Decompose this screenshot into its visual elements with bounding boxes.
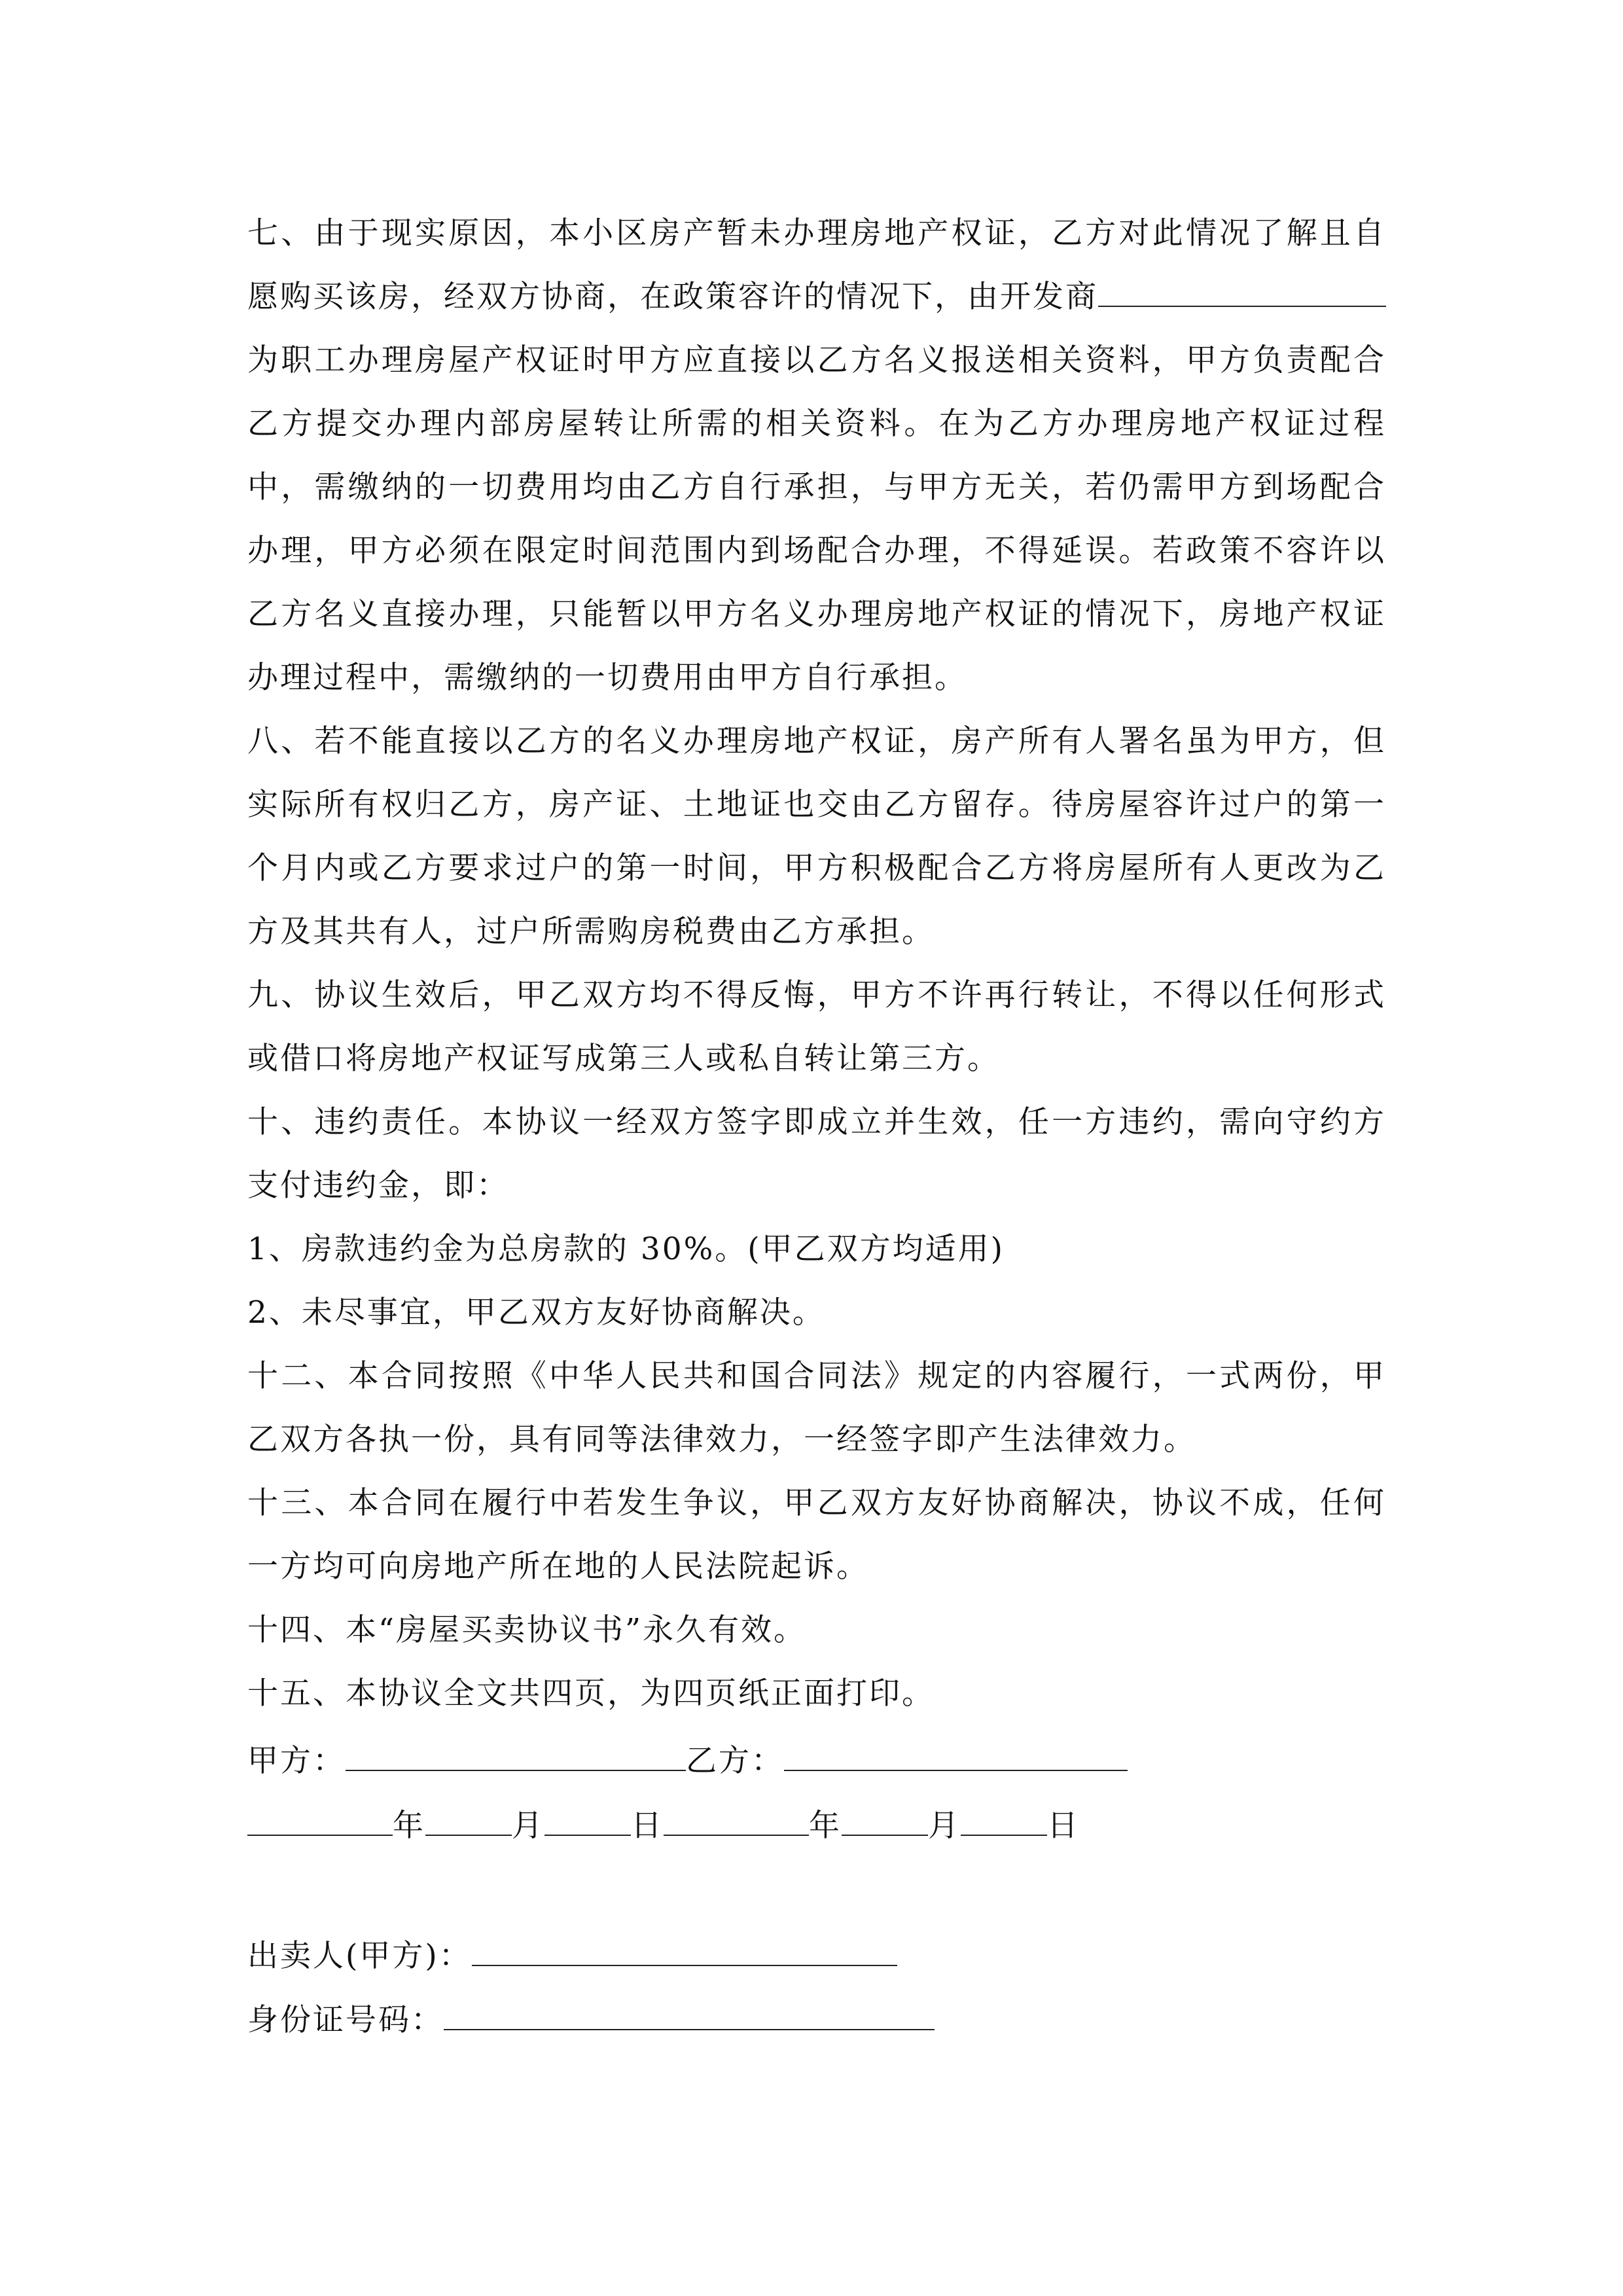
party-a-day-blank[interactable] xyxy=(544,1804,631,1836)
seller-signature-blank[interactable] xyxy=(472,1934,897,1966)
id-number-blank[interactable] xyxy=(444,1998,935,2030)
developer-blank[interactable] xyxy=(1098,275,1386,307)
day-label: 日 xyxy=(1047,1808,1080,1844)
clause-7-text-cont: 为职工办理房屋产权证时甲方应直接以乙方名义报送相关资料，甲方负责配合乙方提交办理内部房屋转让所需的相关资料。在为乙方办理房地产权证过程中，需缴纳的一切费用均由乙方自行承担，与甲方无关，若仍需甲方到场配合办理，甲方必须在限定时间范围内到场配合办理，不得延误。若政策不容许以乙方名义直接办理，只能暂以甲方名义办理房地产权证的情况下，房地产权证办理过程中，需缴纳的一切费用由甲方自行承担。 xyxy=(247,342,1386,696)
party-b-year-blank[interactable] xyxy=(664,1804,809,1836)
party-b-day-blank[interactable] xyxy=(961,1804,1047,1836)
party-b-signature-blank[interactable] xyxy=(784,1739,1128,1771)
party-a-label: 甲方： xyxy=(247,1743,346,1779)
clause-10: 十、违约责任。本协议一经双方签字即成立并生效，任一方违约，需向守约方支付违约金，即： xyxy=(247,1104,1386,1204)
party-a-year-blank[interactable] xyxy=(247,1804,393,1836)
party-a-month-blank[interactable] xyxy=(425,1804,512,1836)
clause-7 xyxy=(247,202,1386,709)
party-a-signature-blank[interactable] xyxy=(346,1739,686,1771)
id-number-label: 身份证号码： xyxy=(247,2002,444,2038)
clause-7-text: 七、由于现实原因，本小区房产暂未办理房地产权证，乙方对此情况了解且自愿购买该房，经双方协商，在政策容许的情况下，由开发商 xyxy=(247,215,1386,315)
clause-13: 十三、本合同在履行中若发生争议，甲乙双方友好协商解决，协议不成，任何一方均可向房地产所在地的人民法院起诉。 xyxy=(247,1485,1386,1585)
seller-row xyxy=(247,1934,897,1976)
clause-15: 十五、本协议全文共四页，为四页纸正面打印。 xyxy=(247,1676,935,1712)
month-label: 月 xyxy=(928,1808,961,1844)
id-number-row xyxy=(247,1998,935,2040)
contract-body xyxy=(247,202,1386,1725)
clause-12: 十二、本合同按照《中华人民共和国合同法》规定的内容履行，一式两份，甲乙双方各执一份，具有同等法律效力，一经签字即产生法律效力。 xyxy=(247,1358,1386,1458)
clause-8: 八、若不能直接以乙方的名义办理房地产权证，房产所有人署名虽为甲方，但实际所有权归乙方，房产证、土地证也交由乙方留存。待房屋容许过户的第一个月内或乙方要求过户的第一时间，甲方积极配合乙方将房屋所有人更改为乙方及其共有人，过户所需购房税费由乙方承担。 xyxy=(247,723,1386,950)
party-signature-row xyxy=(247,1739,1128,1781)
party-b-label: 乙方： xyxy=(686,1743,784,1779)
year-label: 年 xyxy=(393,1808,425,1844)
month-label: 月 xyxy=(512,1808,544,1844)
clause-9: 九、协议生效后，甲乙双方均不得反悔，甲方不许再行转让，不得以任何形式或借口将房地产权证写成第三人或私自转让第三方。 xyxy=(247,977,1386,1077)
seller-label: 出卖人(甲方)： xyxy=(247,1938,472,1974)
clause-10-item-2: 2、未尽事宜，甲乙双方友好协商解决。 xyxy=(247,1295,825,1331)
clause-14: 十四、本“房屋买卖协议书”永久有效。 xyxy=(247,1612,807,1648)
day-label: 日 xyxy=(631,1808,664,1844)
clause-10-item-1: 1、房款违约金为总房款的 30%。(甲乙双方均适用) xyxy=(247,1231,1005,1267)
party-b-month-blank[interactable] xyxy=(842,1804,928,1836)
date-row xyxy=(247,1804,1080,1846)
year-label: 年 xyxy=(809,1808,842,1844)
